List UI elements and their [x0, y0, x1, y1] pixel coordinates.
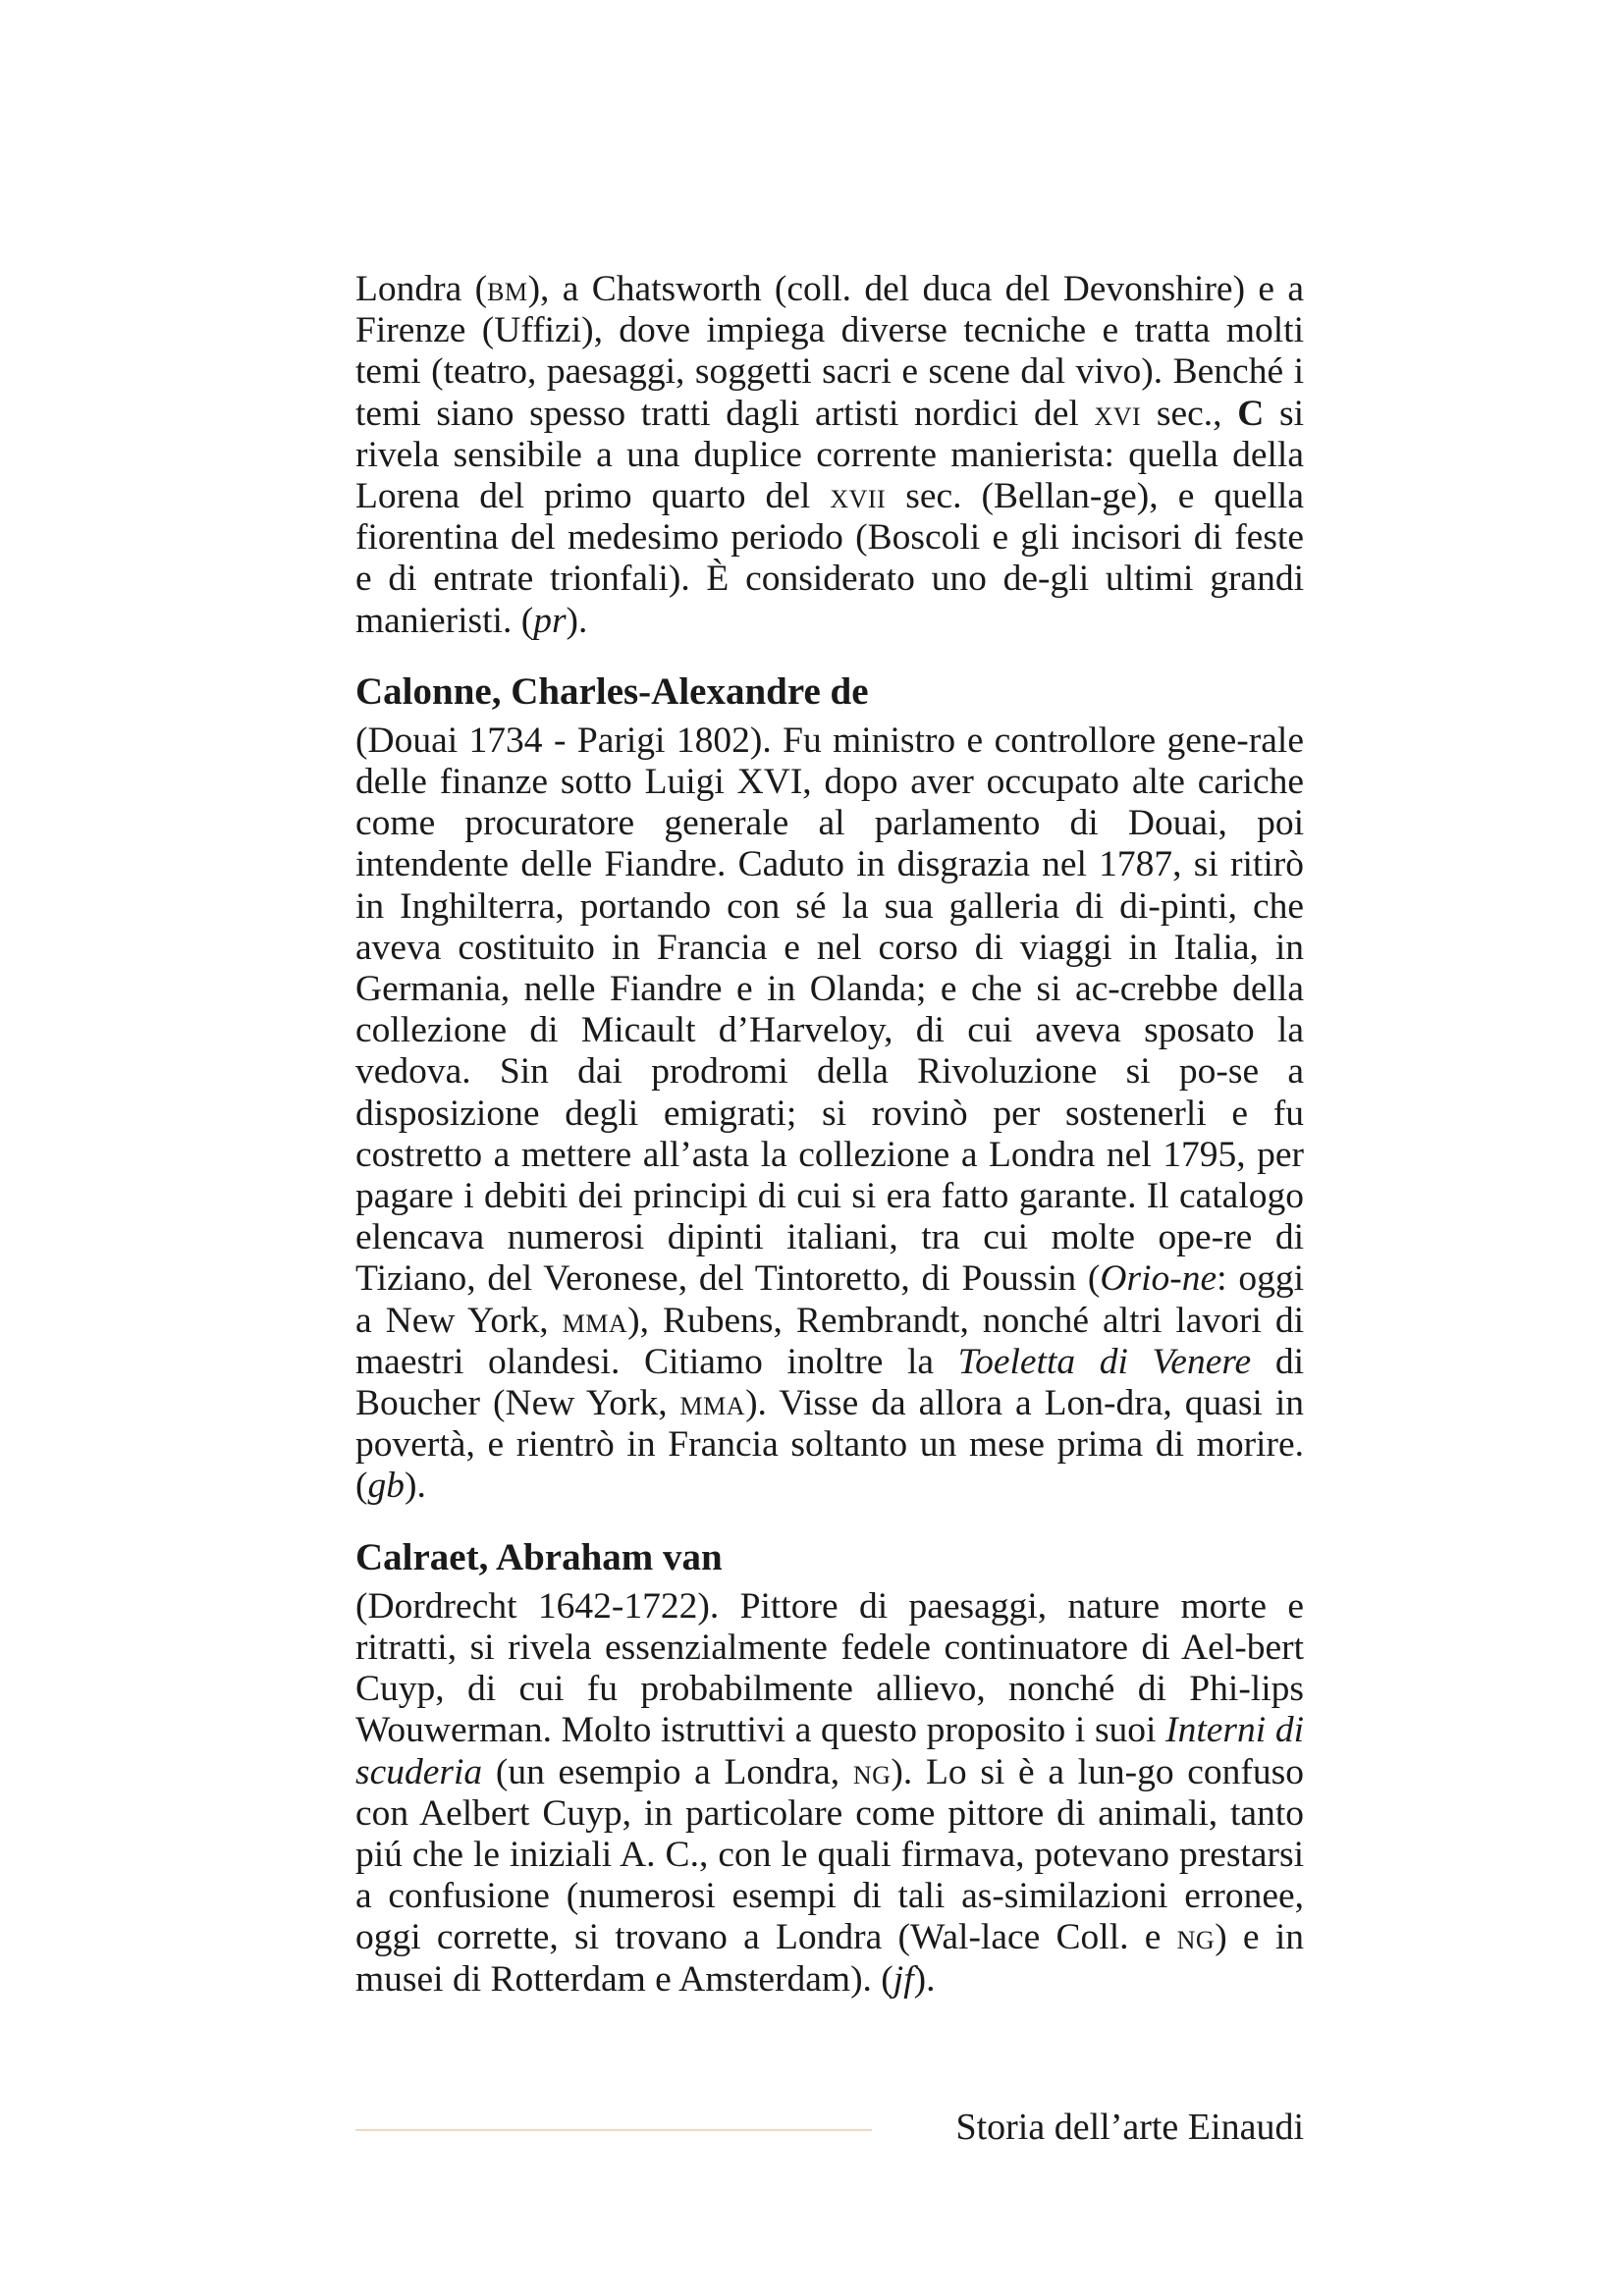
- text-run: si rivela sensibile a una duplice corrente manierista: quella della Lorena del primo quarto del: [355, 393, 1304, 517]
- abbreviation: mma: [562, 1300, 628, 1341]
- text-run: ).: [913, 1958, 936, 2000]
- entry-text: [355, 1586, 1304, 2001]
- abbreviation: ng: [852, 1751, 892, 1792]
- text-run: ), Rubens, Rembrandt, nonché altri lavori di maestri olandesi. Citiamo inoltre la: [355, 1300, 1304, 1382]
- footer-publisher: Storia dell’arte Einaudi: [955, 2107, 1304, 2148]
- text-run: ).: [566, 600, 588, 641]
- italic-text: jf: [893, 1958, 914, 2000]
- italic-text: Orio-ne: [1100, 1258, 1217, 1300]
- italic-text: gb: [367, 1466, 405, 1507]
- page-body: [355, 269, 1304, 2001]
- abbreviation: mma: [679, 1383, 746, 1424]
- bold-text: C: [1237, 393, 1265, 434]
- entry-title: Calonne, Charles-Alexandre de: [355, 669, 869, 713]
- italic-text: Toeletta di Venere: [957, 1341, 1252, 1382]
- text-run: ), a Chatsworth (coll. del duca del Devonshire) e a Firenze (Uffizi), dove impiega diverse tecniche e tratta molti temi (teatro, paesaggi, soggetti sacri e scene dal vivo). Benché i temi siano spesso tratti dagli artisti nordici del: [355, 269, 1304, 434]
- text-run: ) e in musei di Rotterdam e Amsterdam). (: [355, 1917, 1304, 2000]
- footer-rule: [355, 2129, 872, 2131]
- text-run: ). Visse da allora a Lon-dra, quasi in povertà, e rientrò in Francia soltanto un mese prima di morire. (: [355, 1383, 1304, 1507]
- entry-fragment-text: [355, 269, 1304, 642]
- abbreviation: xvii: [830, 476, 887, 517]
- text-run: ). Lo si è a lun-go confuso con Aelbert Cuyp, in particolare come pittore di animali, tanto piú che le iniziali A. C., con le quali firmava, potevano prestarsi a confusione (numerosi esempi di tali as-similazioni erronee, oggi corrette, si trovano a Londra (Wal-lace Coll. e: [355, 1751, 1304, 1958]
- text-run: : oggi a New York,: [355, 1258, 1305, 1341]
- italic-text: Interni di scuderia: [355, 1710, 1305, 1792]
- entry-calraet: [355, 1535, 1304, 2001]
- abbreviation: xvi: [1094, 393, 1142, 434]
- text-run: (Douai 1734 - Parigi 1802). Fu ministro e controllore gene-rale delle finanze sotto Luigi XVI, dopo aver occupato alte cariche come procuratore generale al parlamento di Douai, poi intendente delle Fiandre. Caduto in disgrazia nel 1787, si ritirò in Inghilterra, portando con sé la sua galleria di di-pinti, che aveva costituito in Francia e nel corso di viaggi in Italia, in Germania, nelle Fiandre e in Olanda; e che si ac-crebbe della collezione di Micault d’Harveloy, di cui aveva sposato la vedova. Sin dai prodromi della Rivoluzione si po-se a disposizione degli emigrati; si rovinò per sostenerli e fu costretto a mettere all’asta la collezione a Londra nel 1795, per pagare i debiti dei principi di cui si era fatto garante. Il catalogo elencava numerosi dipinti italiani, tra cui molte ope-re di Tiziano, del Veronese, del Tintoretto, di Poussin (: [355, 720, 1304, 1300]
- text-run: di Boucher (New York,: [355, 1341, 1305, 1424]
- text-run: (un esempio a Londra,: [482, 1751, 853, 1792]
- text-run: ).: [405, 1466, 426, 1507]
- entry-title: Calraet, Abraham van: [355, 1535, 723, 1578]
- entry-text: [355, 721, 1304, 1508]
- entry-calonne: [355, 669, 1304, 1508]
- text-run: (Dordrecht 1642-1722). Pittore di paesaggi, nature morte e ritratti, si rivela essenzialmente fedele continuatore di Ael-bert Cuyp, di cui fu probabilmente allievo, nonché di Phi-lips Wouwerman. Molto istruttivi a questo proposito i suoi: [355, 1585, 1304, 1751]
- text-run: sec.,: [1141, 393, 1238, 434]
- abbreviation: ng: [1176, 1917, 1216, 1958]
- text-run: Londra (: [355, 269, 488, 309]
- abbreviation: bm: [487, 269, 528, 309]
- text-run: sec. (Bellan-ge), e quella fiorentina del medesimo periodo (Boscoli e gli incisori di feste e di entrate trionfali). È considerato uno de-gli ultimi grandi manieristi. (: [355, 476, 1304, 641]
- italic-text: pr: [533, 600, 567, 641]
